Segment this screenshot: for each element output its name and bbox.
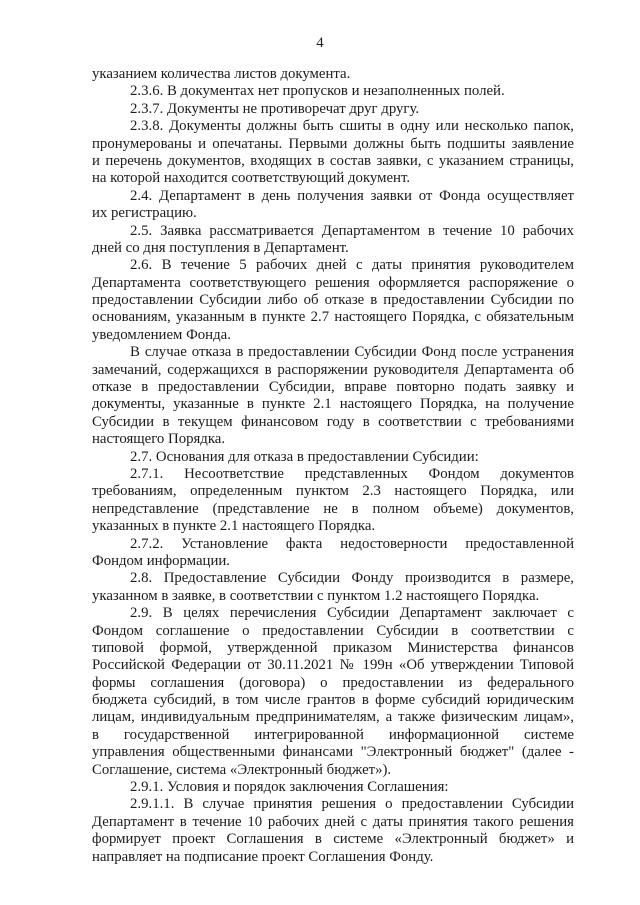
text-line: 2.9.1. Условия и порядок заключения Соглашения:	[130, 779, 449, 796]
text-line: 2.4. Департамент в день получения заявки от Фонда осуществляет	[130, 187, 574, 204]
text-line: типовой формой, утвержденной приказом Министерства финансов	[92, 639, 574, 656]
clause-2-4	[92, 188, 574, 223]
text-line: предоставлении Субсидии либо об отказе в предоставлении Субсидии по	[92, 292, 574, 309]
clause-2-9	[92, 605, 574, 779]
text-line: документы, указанные в пункте 2.1 настоящего Порядка, на получение	[92, 396, 574, 413]
text-line: непредставление (представление не в полном объеме) документов,	[92, 500, 574, 517]
text-line: 2.6. В течение 5 рабочих дней с даты принятия руководителем	[130, 257, 574, 274]
text-line: пронумерованы и опечатаны. Первыми должны быть подшиты заявление	[92, 135, 574, 152]
clause-2-7	[92, 449, 574, 466]
clause-2-3-6	[92, 83, 574, 100]
clause-2-3-8	[92, 118, 574, 188]
clause-2-7-1	[92, 466, 574, 536]
text-line: отказе в предоставлении Субсидии, вправе повторно подать заявку и	[92, 379, 574, 396]
text-line: и перечень документов, входящих в состав заявки, с указанием страницы,	[92, 152, 574, 169]
clause-2-6	[92, 257, 574, 344]
text-line: формы соглашения (договора) о предоставлении из федерального	[92, 674, 574, 691]
text-line: в государственной интегрированной информационной системе	[92, 726, 574, 743]
text-line: формирует проект Соглашения в системе «Электронный бюджет» и	[92, 831, 574, 848]
paragraph-refusal-resubmission	[92, 344, 574, 448]
text-line: 2.3.7. Документы не противоречат друг другу.	[130, 100, 420, 117]
text-line: Фондом соглашение о предоставлении Субсидии в соответствии с	[92, 622, 574, 639]
text-line: 2.5. Заявка рассматривается Департаментом в течение 10 рабочих	[130, 222, 574, 239]
text-line: 2.9.1.1. В случае принятия решения о предоставлении Субсидии	[130, 796, 574, 813]
text-line: дней со дня поступления в Департамент.	[92, 239, 349, 256]
text-line: Департамента соответствующего решения оформляется распоряжение о	[92, 274, 574, 291]
text-line: указанием количества листов документа.	[92, 66, 351, 82]
text-line: основаниям, указанным в пункте 2.7 настоящего Порядка, с обязательным	[92, 309, 574, 326]
text-line: Соглашение, система «Электронный бюджет»).	[92, 761, 392, 778]
text-line: 2.7.2. Установление факта недостоверности предоставленной	[130, 535, 574, 552]
text-line: Российской Федерации от 30.11.2021 № 199н «Об утверждении Типовой	[92, 657, 574, 674]
clause-2-9-1-1	[92, 796, 574, 866]
text-line: 2.7.1. Несоответствие представленных Фондом документов	[130, 465, 574, 482]
text-line: указанных в пункте 2.1 настоящего Порядка.	[92, 518, 376, 535]
text-line: Департамент в течение 10 рабочих дней с даты принятия такого решения	[92, 813, 574, 830]
text-line: 2.8. Предоставление Субсидии Фонду производится в размере,	[130, 570, 574, 587]
clause-2-8	[92, 570, 574, 605]
text-line: управления общественными финансами "Электронный бюджет" (далее -	[92, 744, 574, 761]
text-line: Фондом информации.	[92, 552, 230, 569]
page-number: 4	[316, 35, 324, 51]
text-line: уведомлением Фонда.	[92, 326, 231, 343]
text-line: требованиям, определенным пунктом 2.3 настоящего Порядка, или	[92, 483, 574, 500]
text-line: 2.3.6. В документах нет пропусков и незаполненных полей.	[130, 83, 505, 100]
text-line: настоящего Порядка.	[92, 431, 226, 448]
text-line: замечаний, содержащихся в распоряжении руководителя Департамента об	[92, 361, 574, 378]
text-line: их регистрацию.	[92, 205, 197, 222]
text-line: 2.7. Основания для отказа в предоставлении Субсидии:	[130, 448, 479, 465]
text-line: направляет на подписание проект Соглашения Фонду.	[92, 848, 434, 865]
text-line: лицам, индивидуальным предпринимателям, а также физическим лицам»,	[92, 709, 574, 726]
text-line: указанном в заявке, в соответствии с пунктом 1.2 настоящего Порядка.	[92, 587, 540, 604]
text-line: Субсидии в текущем финансовом году в соответствии с требованиями	[92, 413, 574, 430]
paragraph-continuation	[92, 66, 574, 83]
body-text	[92, 66, 574, 866]
text-line: 2.9. В целях перечисления Субсидии Департамент заключает с	[130, 605, 574, 622]
text-line: бюджета субсидий, в том числе грантов в форме субсидий юридическим	[92, 692, 574, 709]
text-line: 2.3.8. Документы должны быть сшиты в одну или несколько папок,	[130, 118, 574, 135]
clause-2-5	[92, 223, 574, 258]
clause-2-3-7	[92, 101, 574, 118]
clause-2-9-1	[92, 779, 574, 796]
clause-2-7-2	[92, 536, 574, 571]
text-line: В случае отказа в предоставлении Субсидии Фонд после устранения	[130, 344, 574, 361]
text-line: на которой находится соответствующий документ.	[92, 170, 411, 187]
